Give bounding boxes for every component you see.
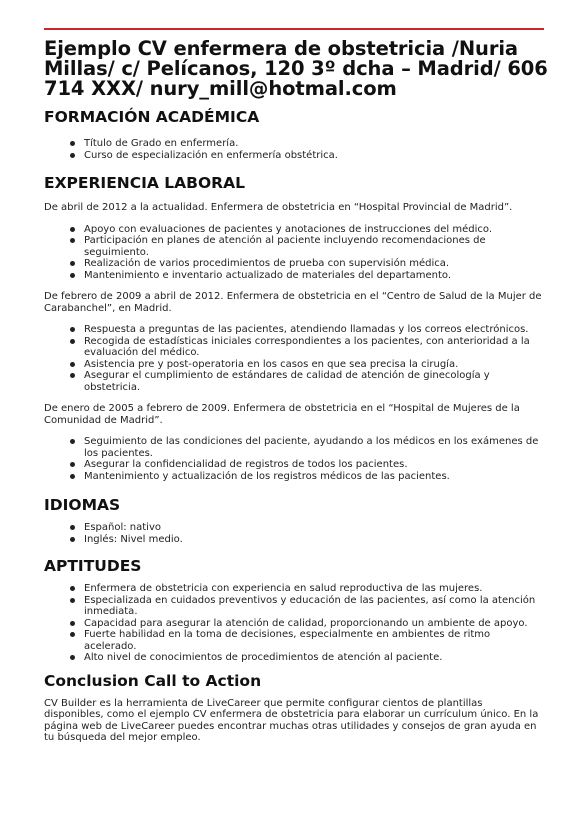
section-formacion [44, 108, 544, 161]
list-item: Asegurar el cumplimiento de estándares de calidad de atención de ginecología y obstetricia. [44, 370, 544, 393]
job-intro: De abril de 2012 a la actualidad. Enfermera de obstetricia en “Hospital Provincial de Madrid”. [44, 202, 513, 213]
cta-paragraph: CV Builder es la herramienta de LiveCareer que permite configurar cientos de plantillas disponibles, como el ejemplo CV enfermera de obstetricia para elaborar un currículum único. En la página web de LiveCareer puedes encontrar muchas otras utilidades y consejos de gran ayuda en tu búsqueda del mejor empleo. [44, 697, 539, 743]
job-duties-list [44, 436, 544, 482]
job-intro: De enero de 2005 a febrero de 2009. Enfermera de obstetricia en el “Hospital de Mujeres de la Comunidad de Madrid”. [44, 403, 520, 426]
list-item: Curso de especialización en enfermería obstétrica. [44, 150, 544, 162]
list-item: Mantenimiento e inventario actualizado de materiales del departamento. [44, 270, 544, 282]
section-heading: FORMACIÓN ACADÉMICA [44, 108, 260, 126]
idiomas-list [44, 522, 544, 545]
section-idiomas [44, 496, 544, 545]
list-item: Capacidad para asegurar la atención de calidad, proporcionando un ambiente de apoyo. [44, 618, 544, 630]
list-item: Asistencia pre y post-operatoria en los casos en que sea precisa la cirugía. [44, 359, 544, 371]
list-item: Enfermera de obstetricia con experiencia en salud reproductiva de las mujeres. [44, 583, 544, 595]
section-heading: APTITUDES [44, 557, 142, 575]
section-heading: IDIOMAS [44, 496, 121, 514]
list-item: Asegurar la confidencialidad de registros de todos los pacientes. [44, 459, 544, 471]
list-item: Respuesta a preguntas de las pacientes, atendiendo llamadas y los correos electrónicos. [44, 324, 544, 336]
top-accent-rule [44, 28, 544, 30]
section-aptitudes [44, 557, 544, 664]
job-intro: De febrero de 2009 a abril de 2012. Enfermera de obstetricia en el “Centro de Salud de la Mujer de Carabanchel”, en Madrid. [44, 291, 542, 314]
list-item: Inglés: Nivel medio. [44, 534, 544, 546]
section-call-to-action [44, 672, 544, 744]
list-item: Título de Grado en enfermería. [44, 138, 544, 150]
list-item: Español: nativo [44, 522, 544, 534]
cv-content [44, 108, 544, 744]
list-item: Apoyo con evaluaciones de pacientes y anotaciones de instrucciones del médico. [44, 224, 544, 236]
list-item: Realización de varios procedimientos de prueba con supervisión médica. [44, 258, 544, 270]
list-item: Especializada en cuidados preventivos y educación de las pacientes, así como la atención inmediata. [44, 595, 544, 618]
section-experiencia [44, 174, 544, 482]
formacion-list [44, 138, 544, 161]
aptitudes-list [44, 583, 544, 664]
list-item: Alto nivel de conocimientos de procedimientos de atención al paciente. [44, 652, 544, 664]
list-item: Recogida de estadísticas iniciales correspondientes a los pacientes, con anterioridad a la evaluación del médico. [44, 336, 544, 359]
section-heading: EXPERIENCIA LABORAL [44, 174, 245, 192]
job-duties-list [44, 224, 544, 282]
list-item: Mantenimiento y actualización de los registros médicos de las pacientes. [44, 471, 544, 483]
list-item: Seguimiento de las condiciones del paciente, ayudando a los médicos en los exámenes de los pacientes. [44, 436, 544, 459]
list-item: Fuerte habilidad en la toma de decisiones, especialmente en ambientes de ritmo acelerado. [44, 629, 544, 652]
job-duties-list [44, 324, 544, 393]
cv-title: Ejemplo CV enfermera de obstetricia /Nuria Millas/ c/ Pelícanos, 120 3º dcha – Madrid/ 606 714 XXX/ nury_mill@hotmal.com [44, 37, 548, 100]
list-item: Participación en planes de atención al paciente incluyendo recomendaciones de seguimiento. [44, 235, 544, 258]
section-heading: Conclusion Call to Action [44, 671, 262, 690]
